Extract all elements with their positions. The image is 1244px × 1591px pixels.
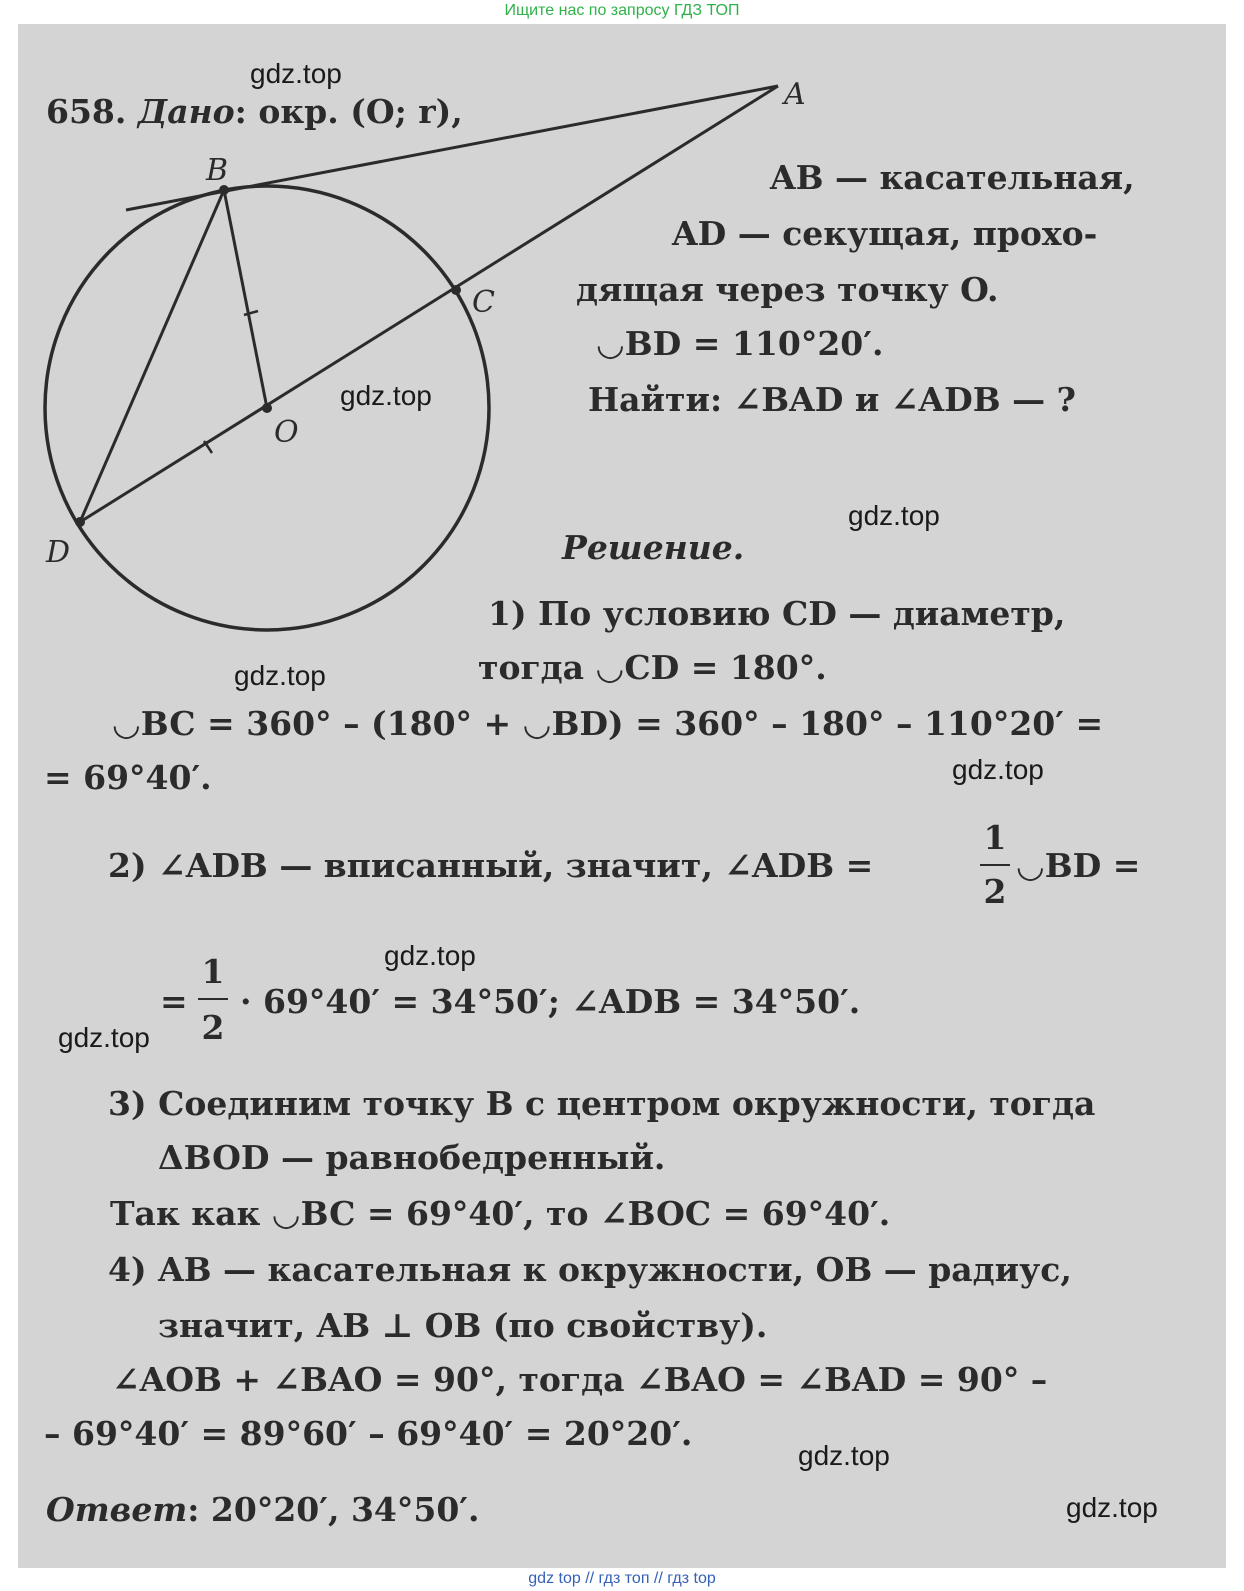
watermark: gdz.top [1066, 1492, 1158, 1523]
solution-line: ∠AOB + ∠BAO = 90°, тогда ∠BAO = ∠BAD = 90° – [112, 1360, 1048, 1399]
answer-value: : 20°20′, 34°50′. [187, 1490, 480, 1529]
watermark: gdz.top [234, 660, 326, 691]
solution-line: 4) AB — касательная к окружности, OB — радиус, [108, 1250, 1072, 1289]
solution-line: 2) ∠ADB — вписанный, значит, ∠ADB = [108, 846, 874, 885]
watermark: gdz.top [250, 58, 342, 89]
fraction-bar [198, 998, 228, 1000]
solution-line: 1) По условию CD — диаметр, [488, 594, 1066, 633]
label-d: D [46, 535, 71, 570]
label-b: B [206, 153, 229, 188]
watermark: gdz.top [58, 1022, 150, 1053]
answer-line [46, 1490, 479, 1530]
fraction-denominator: 2 [983, 872, 1007, 911]
chord-bd [80, 190, 224, 522]
solution-line: – 69°40′ = 89°60′ – 69°40′ = 20°20′. [44, 1414, 693, 1453]
given-text: : окр. (O; r), [234, 92, 463, 131]
answer-label: Ответ [46, 1490, 188, 1529]
tick-mark-ob [244, 311, 258, 315]
solution-line: ΔBOD — равнобедренный. [158, 1138, 666, 1177]
label-a: A [784, 77, 806, 112]
condition-line: AB — касательная, [770, 158, 1135, 197]
watermark: gdz.top [340, 380, 432, 411]
bottom-banner: gdz top // гдз топ // гдз top [0, 1568, 1244, 1591]
condition-line: дящая через точку O. [576, 270, 999, 309]
solution-line: ◡BC = 360° – (180° + ◡BD) = 360° – 180° – 110°20′ = [112, 704, 1104, 743]
fraction-bar [980, 864, 1010, 866]
point-d [75, 517, 85, 527]
fraction-numerator: 1 [983, 818, 1007, 857]
solution-heading: Решение. [562, 528, 745, 567]
solution-line: 3) Соединим точку B с центром окружности, тогда [108, 1084, 1096, 1123]
watermark: gdz.top [798, 1440, 890, 1471]
top-banner: Ищите нас по запросу ГДЗ ТОП [0, 0, 1244, 24]
point-c [451, 285, 461, 295]
problem-header [46, 92, 463, 132]
problem-number: 658. [46, 92, 127, 131]
solution-line: · 69°40′ = 34°50′; ∠ADB = 34°50′. [240, 982, 861, 1021]
solution-line: Так как ◡BC = 69°40′, то ∠BOC = 69°40′. [110, 1194, 891, 1233]
label-o: O [274, 415, 299, 450]
find-line: Найти: ∠BAD и ∠ADB — ? [588, 380, 1076, 419]
solution-line: тогда ◡CD = 180°. [478, 648, 827, 687]
solution-line: = 69°40′. [44, 758, 212, 797]
watermark: gdz.top [952, 754, 1044, 785]
point-o [262, 403, 272, 413]
solution-line: значит, AB ⊥ OB (по свойству). [158, 1306, 768, 1345]
given-label: Дано [137, 92, 235, 131]
radius-ob [224, 190, 267, 408]
watermark: gdz.top [384, 940, 476, 971]
solution-line: ◡BD = [1016, 846, 1141, 885]
condition-line: AD — секущая, прохо- [672, 214, 1098, 253]
fraction-numerator: 1 [201, 952, 225, 991]
fraction-denominator: 2 [201, 1008, 225, 1047]
solution-line: = [160, 982, 188, 1021]
condition-line: ◡BD = 110°20′. [596, 324, 884, 363]
watermark: gdz.top [848, 500, 940, 531]
label-c: C [472, 285, 495, 320]
